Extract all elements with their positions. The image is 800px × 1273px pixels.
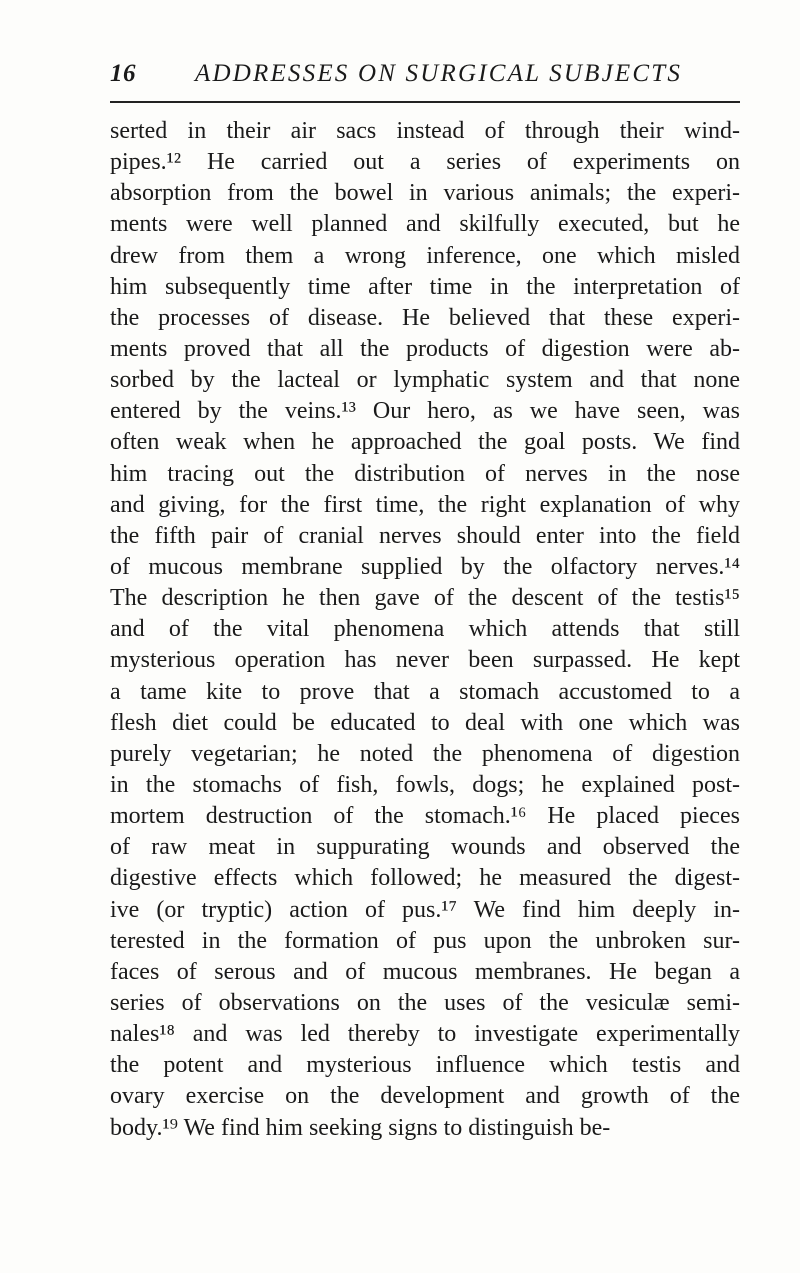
text-line: often weak when he approached the goal posts. We find xyxy=(110,429,740,456)
text-line: mortem destruction of the stomach.¹⁶ He placed pieces xyxy=(110,803,740,830)
text-line: and of the vital phenomena which attends that still xyxy=(110,616,740,643)
text-line: ments were well planned and skilfully executed, but he xyxy=(110,211,740,238)
text-line: pipes.¹² He carried out a series of experiments on xyxy=(110,149,740,176)
text-line: flesh diet could be educated to deal with one which was xyxy=(110,709,740,736)
text-line: the potent and mysterious influence which testis and xyxy=(110,1052,740,1079)
text-line: serted in their air sacs instead of through their wind- xyxy=(110,118,740,144)
text-line: absorption from the bowel in various animals; the experi- xyxy=(110,180,740,207)
text-line: The description he then gave of the descent of the testis¹⁵ xyxy=(110,585,740,612)
page-number: 16 xyxy=(110,60,136,87)
text-line: ive (or tryptic) action of pus.¹⁷ We find him deeply in- xyxy=(110,896,740,923)
text-line: the processes of disease. He believed that these experi- xyxy=(110,304,740,331)
text-line: mysterious operation has never been surpassed. He kept xyxy=(110,647,740,674)
text-line: the fifth pair of cranial nerves should enter into the field xyxy=(110,522,740,549)
text-line: and giving, for the first time, the right explanation of why xyxy=(110,491,740,518)
page-header xyxy=(110,60,740,100)
text-line: digestive effects which followed; he measured the digest- xyxy=(110,865,740,892)
text-line: drew from them a wrong inference, one which misled xyxy=(110,242,740,269)
header-rule xyxy=(110,101,740,103)
text-line: series of observations on the uses of the vesiculæ semi- xyxy=(110,989,740,1016)
text-line: him subsequently time after time in the interpretation of xyxy=(110,273,740,300)
text-line: ments proved that all the products of digestion were ab- xyxy=(110,335,740,362)
text-line: body.¹⁹ We find him seeking signs to distinguish be- xyxy=(110,1114,611,1141)
text-line: of raw meat in suppurating wounds and observed the xyxy=(110,834,740,861)
text-line: a tame kite to prove that a stomach accustomed to a xyxy=(110,678,740,705)
text-line: purely vegetarian; he noted the phenomena of digestion xyxy=(110,740,740,767)
text-line: of mucous membrane supplied by the olfactory nerves.¹⁴ xyxy=(110,553,740,580)
text-line: him tracing out the distribution of nerves in the nose xyxy=(110,460,740,487)
text-line: ovary exercise on the development and growth of the xyxy=(110,1083,740,1110)
text-line: entered by the veins.¹³ Our hero, as we have seen, was xyxy=(110,398,740,425)
text-line: sorbed by the lacteal or lymphatic system and that none xyxy=(110,367,740,394)
body-text xyxy=(110,116,740,1144)
text-line: terested in the formation of pus upon the unbroken sur- xyxy=(110,927,740,954)
text-line: faces of serous and of mucous membranes. He began a xyxy=(110,958,740,985)
text-line: nales¹⁸ and was led thereby to investigate experimentally xyxy=(110,1021,740,1048)
running-title: ADDRESSES ON SURGICAL SUBJECTS xyxy=(195,60,683,87)
text-line: in the stomachs of fish, fowls, dogs; he explained post- xyxy=(110,771,740,798)
